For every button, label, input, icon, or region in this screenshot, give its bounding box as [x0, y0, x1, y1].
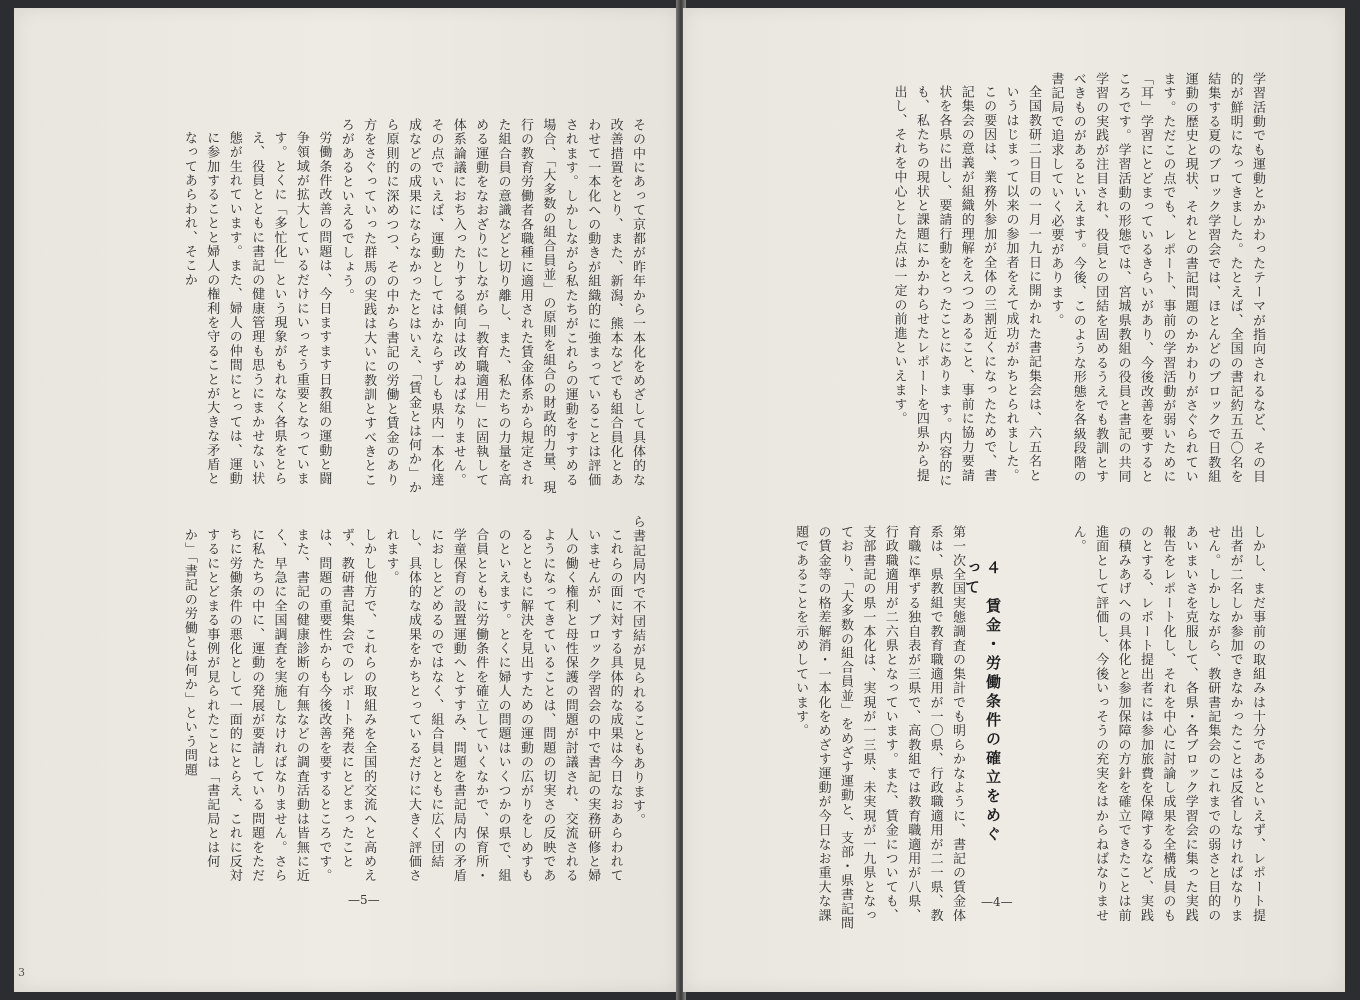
corner-mark: 3	[18, 966, 25, 979]
paragraph: しかし他方で、これらの取組みを全国的交流へと高めえず、教研書記集会でのレポート発表にとどまったことは、問題の重要性からも今後改善を要するところです。また、書記の健康診断の有無などの調査活動は皆無に近く、早急に全国調査を実施しなければなりません。さらに私たちの中に、運動の発展が要請している問題をただちに労働条件の悪化として一面的にとらえ、これに反対するにとどまる事例が見られたことは「書記局とは何か」「書記の労働とは何か」という問題	[181, 528, 377, 883]
right-page-section-text	[732, 512, 968, 932]
right-page-top-text	[746, 72, 1268, 492]
page-number-5: —5—	[348, 893, 380, 907]
left-page-bottom-text	[118, 515, 648, 885]
left-page-top-text	[118, 118, 648, 498]
paragraph: ら書記局内で不団結が見られることもあります。	[630, 515, 645, 828]
paragraph: 全国教研二日目の一月一九日に開かれた書記集会は、六五名というはじまって以来の参加者をえて成功がかちとられました。この要因は、業務外参加が全体の三割近くになったためで、書記集会の意義が組織的理解をえつつあること、事前に協力要請状を各県に出し、要請行動をとったことにありま す。内容的にも、私たちの現状と課題にかかわらせたレポートを四県から提出し、それを中心とした点は一定の前進といえます。	[891, 85, 1041, 488]
page-number-4: —4—	[981, 895, 1013, 909]
paragraph: これらの面に対する具体的な成果は今日なおあらわれていませんが、ブロック学習会の中で書記の実務研修と婦人の働く権利と母性保護の問題が討議され、交流されるようになってきていることは、問題の切実さの反映であるとともに解決を見出すための運動の広がりをしめすものといえます。とくに婦人の問題はいくつかの県で、組合員とともに労働条件を確立していくなかで、保育所・学童保育の設置運動へとすすみ、問題を書記局内の矛盾におしとどめるのではなく、組合員とともに広く団結し、具体的な成果をかちとっているだけに大きく評価されます。	[383, 528, 623, 883]
paragraph: 第一次全国実態調査の集計でも明らかなように、書記の賃金体系は、県教組で教育職適用が一〇県、行政職適用が二一県、教育職に準ずる独自表が三県で、高教組では教育職適用が八県、行政職適用が二六県となっています。また、賃金についても、支部書記の県一本化は、実現が一三県、未実現が一九県となっており、「大多数の組合員並」をめざす運動と、支部・県書記間の賃金等の格差解消・一本化をめざす運動が今日なお重大な課題であることを示めしています。	[793, 525, 965, 931]
paragraph: しかし、まだ事前の取組みは十分であるといえず、レポート提出者が二名しか参加できなかったことは反省しなければなりません。しかしながら、教研書記集会のこれまでの弱さと目的のあいまいさを克服して、各県・各ブロック学習会に集った実践報告をレポート化し、それを中心に討論し成果を全構成員のものとする、レポート提出者には参加旅費を保障するなど、実践の積みあげへの具体化と参加保障の方針を確立できたことは前進面として評価し、今後いっそうの充実をはからねばなりません。	[1070, 525, 1265, 923]
section-heading: ４ 賃金・労働条件の確立をめぐって	[963, 560, 1002, 845]
right-page-bottom-text	[1070, 512, 1268, 932]
paragraph: その中にあって京都が昨年から一本化をめざして具体的な改善措置をとり、また、新潟、熊本などでも組合員化とあわせて一本化への動きが組織的に強まっていることは評価されます。しかしながら私たちがこれらの運動をすすめる場合、「大多数の組合員並」の原則を組合の財政的力量、現行の教育労働者各職種に適用された賃金体系から規定された組合員の意識などと切り離し、また、私たちの力量を高める運動をなおざりにしながら「教育職適用」に固執して体系論議におち入ったりする傾向は改めねばなりません。その点でいえば、運動としてはかならずしも県内一本化達成などの成果にならなかったとはいえ、「賃金とは何か」から原則的に深めつつ、その中から書記の労働と賃金のあり方をさぐっていった群馬の実践は大いに教訓とすべきところがあるといえるでしょう。	[338, 118, 645, 495]
paragraph: 労働条件改善の問題は、今日ますます日教組の運動と闘争領域が拡大しているだけにいっそう重要となっています。とくに「多忙化」という現象がもれなく各県をとらえ、役員とともに書記の健康管理も思うにまかせない状態が生れています。また、婦人の仲間にとっては、運動に参加することと婦人の権利を守ることが大きな矛盾となってあらわれ、そこか	[181, 131, 332, 486]
paragraph: 学習活動でも運動とかかわったテーマが指向されるなど、その目的が鮮明になってきました。たとえば、全国の書記約五五〇名を結集する夏のブロック学習会では、ほとんどのブロックで日教組運動の歴史と現状、それとの書記問題のかかわりがさぐられています。ただこの点でも、レポート、事前の学習活動が弱いために「耳」学習にとどまっているきらいがあり、今後改善を要するところです。学習活動の形態では、宮城県教組の役員と書記の共同学習の実践が注目され、役員との団結を固めるうえでも教訓とすべきものがあるといえます。今後、このような形態を各級段階の書記局で追求していく必要があります。	[1048, 72, 1265, 484]
